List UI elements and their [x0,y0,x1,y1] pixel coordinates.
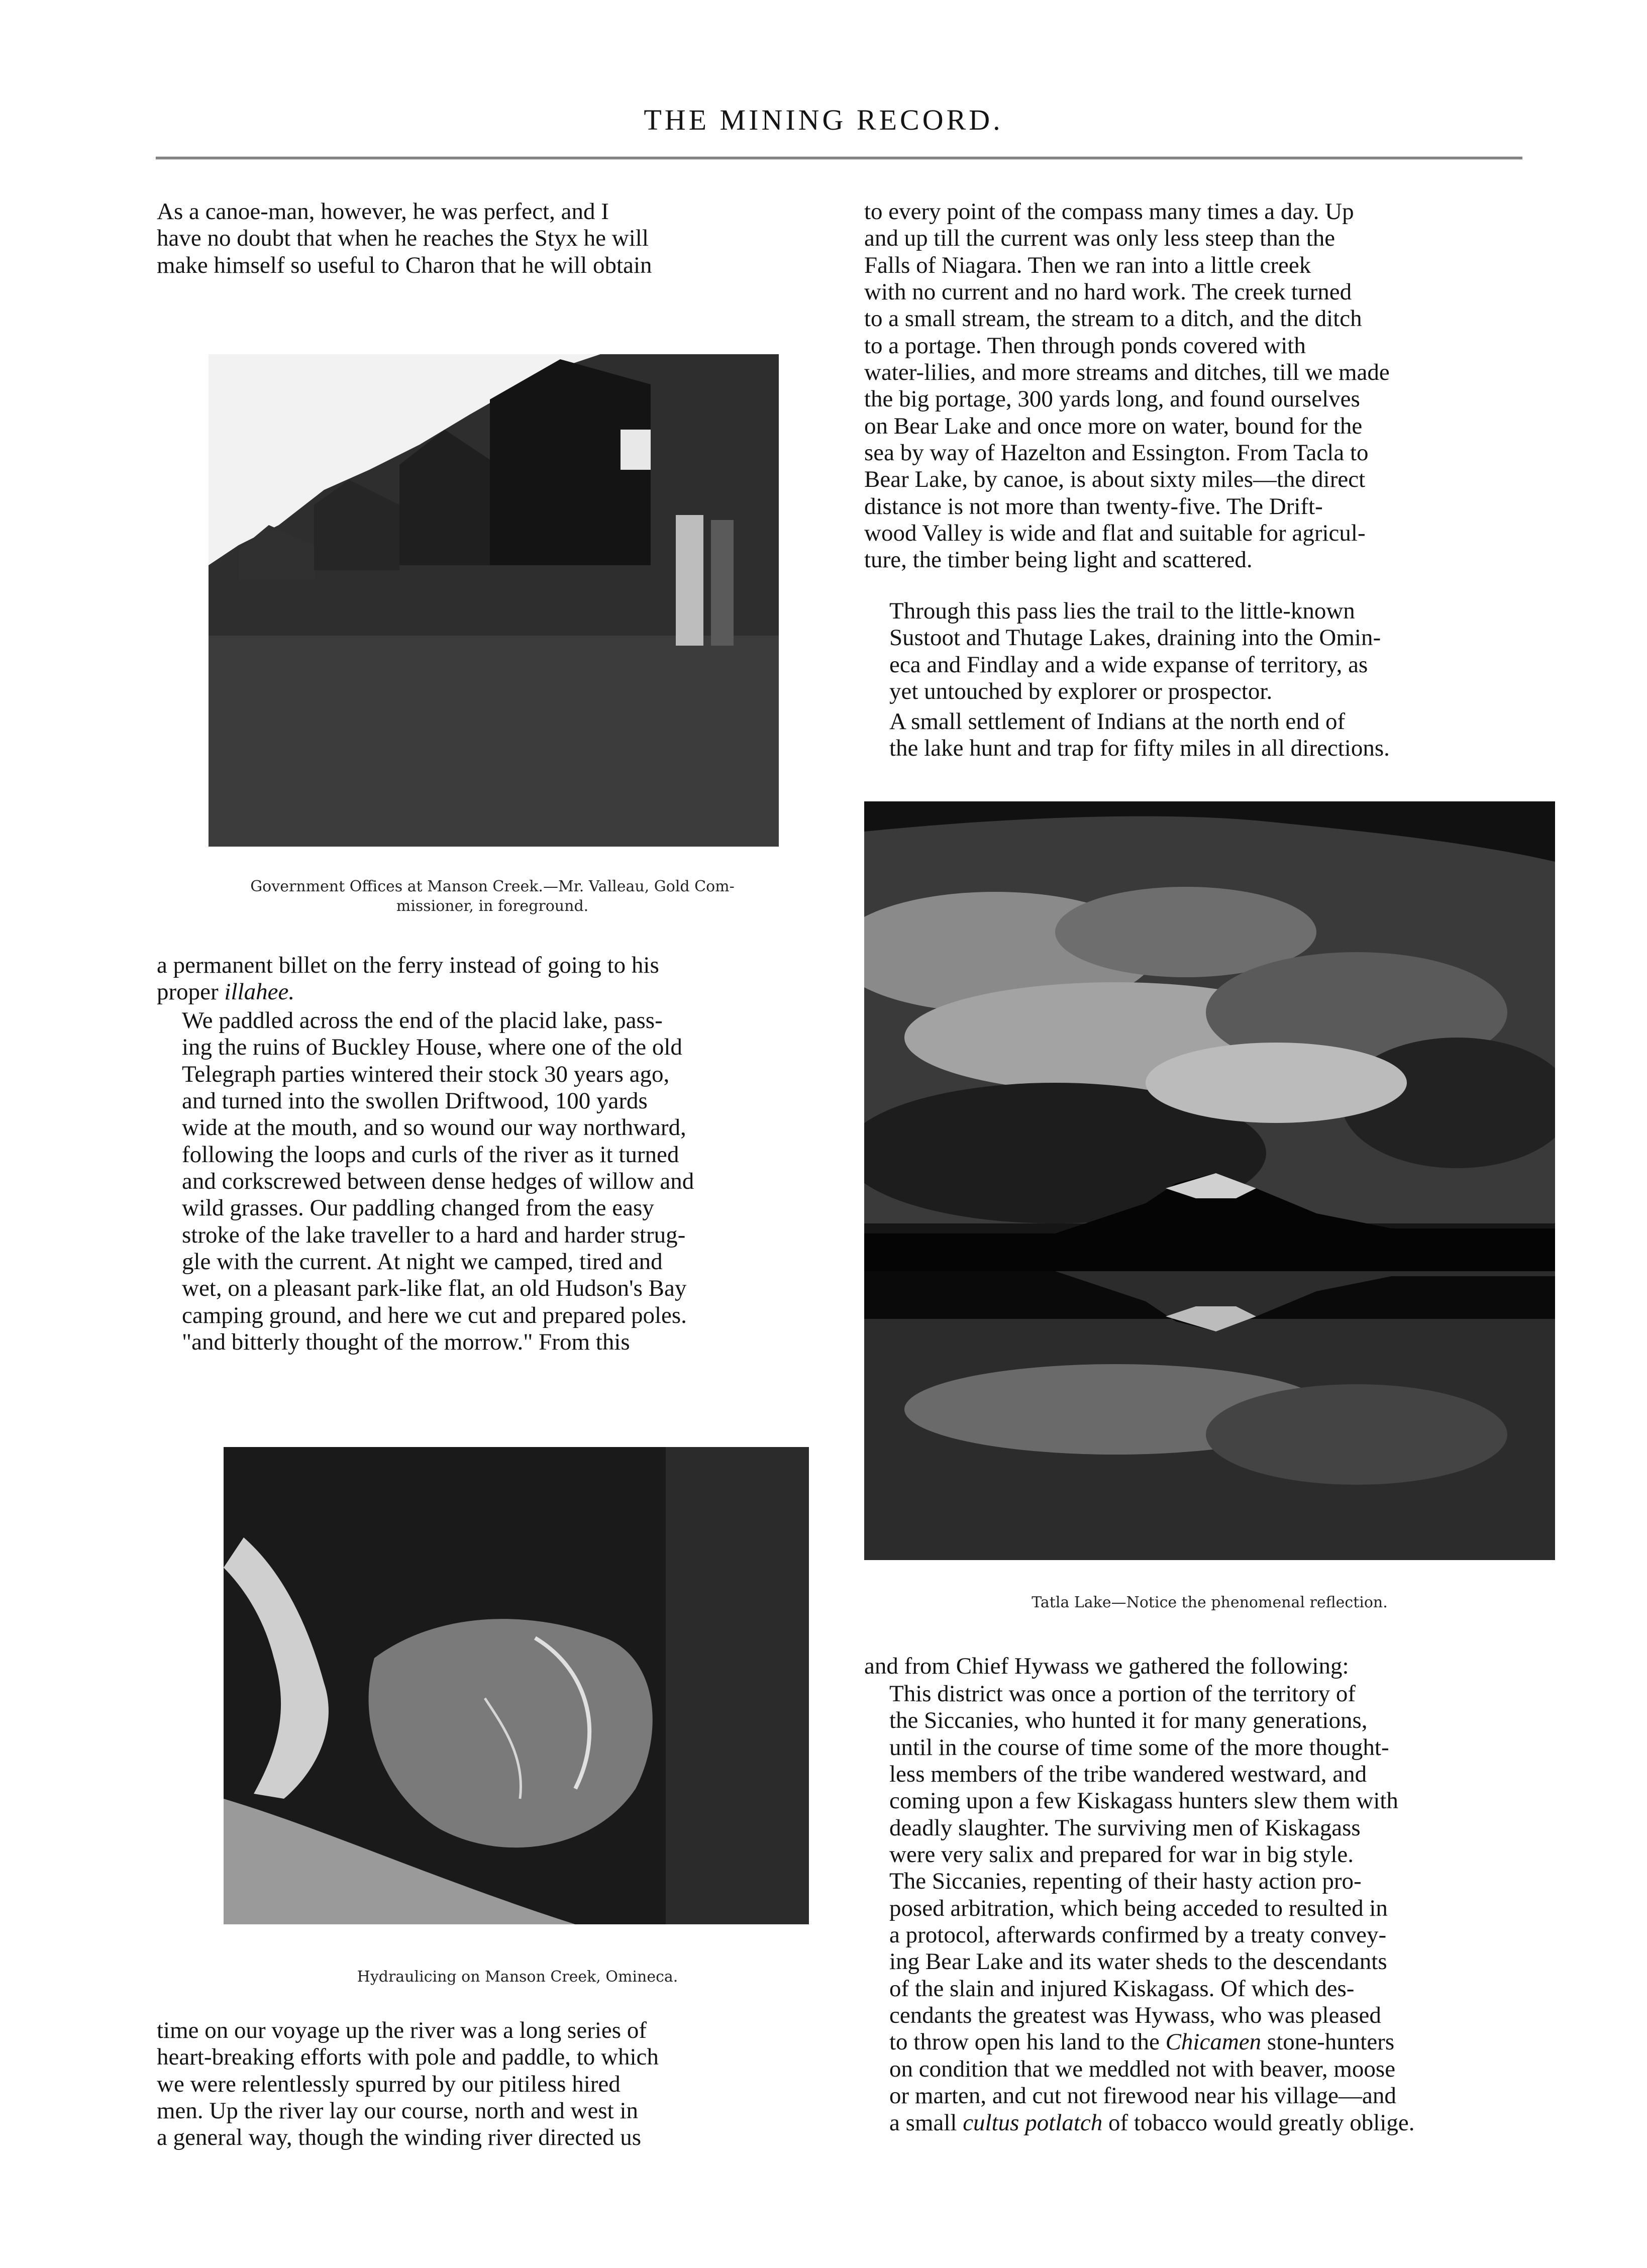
text-line: Bear Lake, by canoe, is about sixty miles—the direct [864,466,1366,493]
text-line [157,979,829,1005]
text-line: ture, the timber being light and scattered. [864,547,1253,573]
text-line: coming upon a few Kiskagass hunters slew them with [889,1788,1398,1814]
text-line: we were relentlessly spurred by our pitiless hired [157,2071,621,2097]
caption-hydraulicing: Hydraulicing on Manson Creek, Omineca. [357,1968,678,1986]
text-line: gle with the current. At night we camped, tired and [182,1249,663,1275]
text-line: on Bear Lake and once more on water, bound for the [864,413,1363,439]
text-line: Sustoot and Thutage Lakes, draining into the Omin- [889,625,1381,651]
text-line: and from Chief Hywass we gathered the following: [864,1653,1349,1679]
text-line: a permanent billet on the ferry instead of going to his [157,952,659,978]
text-fragment: a small [889,2109,963,2136]
italic-phrase: cultus potlatch [963,2109,1103,2136]
text-line: wet, on a pleasant park-like flat, an old Hudson's Bay [182,1275,687,1302]
photo-tatla-lake [864,801,1555,1560]
text-line: a general way, though the winding river directed us [157,2124,642,2151]
right-para-4 [864,1653,1531,1680]
header-rule [156,157,1522,159]
right-para-3 [864,708,1531,762]
text-line: and up till the current was only less steep than the [864,225,1335,252]
text-line: camping ground, and here we cut and prepared poles. [182,1302,687,1328]
text-line: and corkscrewed between dense hedges of willow and [182,1168,694,1195]
caption-line: Government Offices at Manson Creek.—Mr. Valleau, Gold Com- [250,878,735,895]
text-line: eca and Findlay and a wide expanse of territory, as [889,651,1368,678]
text-line: distance is not more than twenty-five. The Drift- [864,493,1323,520]
text-line: As a canoe-man, however, he was perfect, and I [157,198,609,225]
right-para-5 [864,1681,1531,2136]
text-line: less members of the tribe wandered westward, and [889,1761,1367,1788]
text-line: stroke of the lake traveller to a hard and harder strug- [182,1221,686,1248]
text-line: yet untouched by explorer or prospector. [889,678,1273,705]
right-para-2 [864,598,1531,705]
text-line: sea by way of Hazelton and Essington. From Tacla to [864,440,1369,466]
text-line: deadly slaughter. The surviving men of Kiskagass [889,1814,1361,1841]
text-line: the big portage, 300 yards long, and found ourselves [864,386,1360,413]
text-line: or marten, and cut not firewood near his village—and [889,2083,1396,2109]
text-line: have no doubt that when he reaches the Styx he will [157,225,649,252]
text-line: "and bitterly thought of the morrow." From this [182,1329,630,1356]
text-line: were very salix and prepared for war in big style. [889,1841,1354,1868]
text-line: wide at the mouth, and so wound our way northward, [182,1114,686,1141]
photo-government-offices [209,354,779,847]
text-line: time on our voyage up the river was a long series of [157,2017,647,2043]
text-fragment: of tobacco would greatly oblige. [1102,2109,1415,2136]
text-line: The Siccanies, repenting of their hasty action pro- [889,1868,1362,1895]
text-line: Telegraph parties wintered their stock 30 years ago, [182,1061,670,1087]
text-line: wild grasses. Our paddling changed from the easy [182,1195,654,1221]
text-line: to a portage. Then through ponds covered with [864,332,1306,359]
text-fragment: proper [157,979,225,1005]
right-para-1 [864,198,1531,574]
text-line: ing Bear Lake and its water sheds to the descendants [889,1948,1387,1975]
text-line: with no current and no hard work. The creek turned [864,279,1352,305]
text-line: men. Up the river lay our course, north and west in [157,2098,639,2124]
text-line: to every point of the compass many times a day. Up [864,198,1354,225]
text-line: This district was once a portion of the territory of [889,1681,1356,1707]
text-line: to a small stream, the stream to a ditch, and the ditch [864,305,1362,332]
text-line: wood Valley is wide and flat and suitable for agricul- [864,520,1366,547]
text-fragment: stone-hunters [1261,2029,1395,2055]
page-header: THE MINING RECORD. [644,104,1003,136]
text-line: of the slain and injured Kiskagass. Of which des- [889,1975,1355,2002]
text-line: until in the course of time some of the more thought- [889,1734,1389,1761]
left-para-4 [157,2017,829,2151]
text-line: posed arbitration, which being acceded to resulted in [889,1895,1388,1921]
text-line: and turned into the swollen Driftwood, 100 yards [182,1088,648,1114]
left-para-3 [157,1007,829,1356]
text-line: make himself so useful to Charon that he will obtain [157,252,652,278]
left-para-2 [157,952,829,1006]
text-line [864,2110,1531,2136]
text-line: water-lilies, and more streams and ditches, till we made [864,359,1390,386]
text-line: Falls of Niagara. Then we ran into a little creek [864,252,1311,278]
text-line: A small settlement of Indians at the north end of [889,708,1346,735]
text-line: on condition that we meddled not with beaver, moose [889,2055,1396,2082]
text-line: the lake hunt and trap for fifty miles in all directions. [889,735,1390,762]
text-line: a protocol, afterwards confirmed by a treaty convey- [889,1922,1387,1948]
caption-line: missioner, in foreground. [396,897,589,915]
text-line: cendants the greatest was Hywass, who was pleased [889,2002,1381,2029]
left-para-1 [157,198,829,279]
text-line: Through this pass lies the trail to the little-known [889,598,1355,624]
text-line: ing the ruins of Buckley House, where one of the old [182,1034,682,1061]
italic-word: Chicamen [1165,2029,1262,2055]
text-fragment: to throw open his land to the [889,2029,1166,2055]
text-line: heart-breaking efforts with pole and paddle, to which [157,2044,659,2071]
caption-government-offices [166,877,819,916]
text-line [864,2029,1531,2055]
text-line: following the loops and curls of the river as it turned [182,1141,679,1168]
text-line: We paddled across the end of the placid lake, pass- [182,1007,663,1034]
caption-tatla-lake: Tatla Lake—Notice the phenomenal reflection. [1032,1594,1388,1611]
photo-hydraulicing [224,1447,809,1924]
italic-word: illahee. [224,979,295,1005]
text-line: the Siccanies, who hunted it for many generations, [889,1707,1368,1734]
